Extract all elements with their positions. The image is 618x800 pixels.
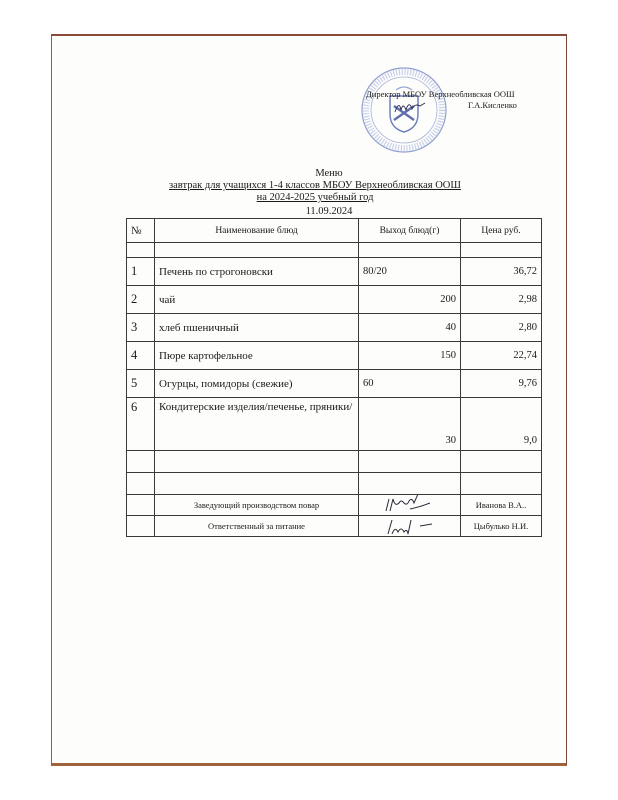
dish-output: 60 (359, 370, 461, 398)
handwritten-signature-icon (380, 495, 440, 515)
menu-table (126, 218, 542, 537)
handwritten-signature-icon (380, 516, 440, 536)
table-row (127, 398, 542, 451)
row-number: 6 (127, 398, 155, 451)
table-row-blank (127, 473, 542, 495)
director-signature-icon (393, 98, 427, 116)
dish-name: Пюре картофельное (155, 342, 359, 370)
row-number: 1 (127, 258, 155, 286)
director-name: Г.А.Кисленко (468, 100, 517, 110)
col-header-dish: Наименование блюд (155, 219, 359, 243)
table-row (127, 286, 542, 314)
menu-subtitle: завтрак для учащихся 1-4 классов МБОУ Верхнеобливская ООШ (169, 180, 461, 191)
dish-name: Кондитерские изделия/печенье, пряники/ (155, 398, 359, 451)
col-header-output: Выход блюд(г) (359, 219, 461, 243)
col-header-price: Цена руб. (461, 219, 542, 243)
dish-name: чай (155, 286, 359, 314)
dish-output: 80/20 (359, 258, 461, 286)
signer-name: Иванова В.А.. (461, 495, 542, 516)
menu-title: Меню (315, 168, 343, 179)
director-line: Директор МБОУ Верхнеобливская ООШ (366, 89, 515, 99)
dish-price: 22,74 (461, 342, 542, 370)
signer-name: Цыбулько Н.И. (461, 516, 542, 537)
table-row (127, 258, 542, 286)
table-row (127, 342, 542, 370)
col-header-number: № (127, 219, 155, 243)
dish-price: 36,72 (461, 258, 542, 286)
table-row (127, 314, 542, 342)
signer-role: Заведующий производством повар (155, 495, 359, 516)
signature-row (127, 495, 542, 516)
dish-name: Печень по строгоновски (155, 258, 359, 286)
dish-output: 30 (359, 398, 461, 451)
menu-date: 11.09.2024 (305, 206, 353, 217)
dish-price: 2,98 (461, 286, 542, 314)
table-row-blank (127, 451, 542, 473)
row-number: 2 (127, 286, 155, 314)
table-header-row (127, 219, 542, 243)
signer-role: Ответственный за питание (155, 516, 359, 537)
dish-price: 9,0 (461, 398, 542, 451)
table-row-empty (127, 243, 542, 258)
dish-output: 150 (359, 342, 461, 370)
dish-price: 9,76 (461, 370, 542, 398)
school-year: на 2024-2025 учебный год (256, 192, 374, 203)
table-row (127, 370, 542, 398)
dish-name: Огурцы, помидоры (свежие) (155, 370, 359, 398)
row-number: 3 (127, 314, 155, 342)
signature-row (127, 516, 542, 537)
row-number: 4 (127, 342, 155, 370)
row-number: 5 (127, 370, 155, 398)
dish-output: 40 (359, 314, 461, 342)
dish-price: 2,80 (461, 314, 542, 342)
dish-name: хлеб пшеничный (155, 314, 359, 342)
dish-output: 200 (359, 286, 461, 314)
